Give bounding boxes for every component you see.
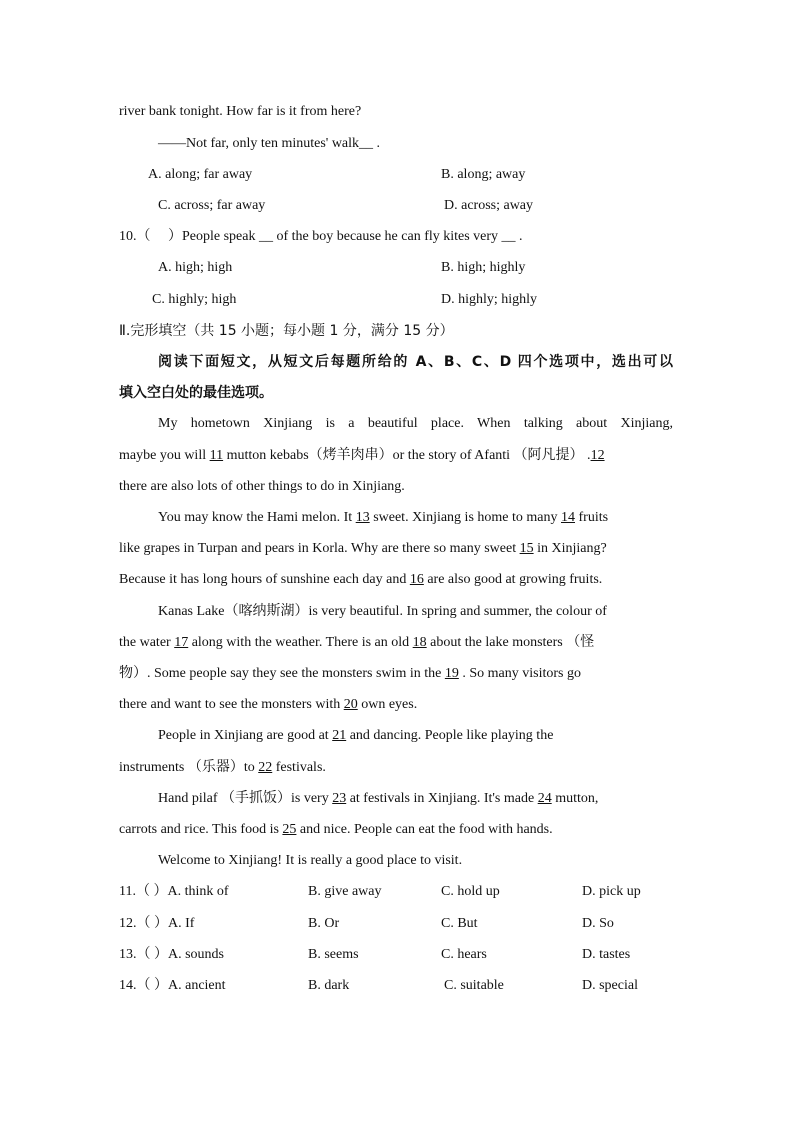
question-row-14 [0,977,794,995]
blank-15: 15 [519,541,534,556]
q9-option-c: C. across; far away [158,198,266,213]
q9-option-a: A. along; far away [148,167,253,182]
question-14-option-b: B. dark [308,978,350,993]
blank-23: 23 [332,791,347,806]
section-instruction-line1: 阅读下面短文，从短文后每题所给的 A、B、C、D 四个选项中，选出可以 [158,354,673,370]
passage-p5-line2: carrots and rice. This food is 25 and nice. People can eat the food with hands. [119,822,553,837]
section-heading: Ⅱ.完形填空（共 15 小题；每小题 1 分，满分 15 分） [119,323,454,339]
blank-22: 22 [258,760,273,775]
question-12-option-b: B. Or [308,916,340,931]
question-row-12 [0,915,794,933]
blank-16: 16 [409,572,424,587]
question-13-option-d: D. tastes [582,947,631,962]
question-12-option-d: D. So [582,916,614,931]
question-12-option-a: 12.（ ）A. If [119,916,195,931]
blank-17: 17 [174,635,189,650]
passage-p1-line2: maybe you will 11 mutton kebabs（烤羊肉串）or the story of Afanti （阿凡提） .12 [119,448,605,463]
passage-p5-line1: Hand pilaf （手抓饭）is very 23 at festivals in Xinjiang. It's made 24 mutton, [158,791,599,806]
q9-option-b: B. along; away [441,167,526,182]
passage-p3-line2: the water 17 along with the weather. There is an old 18 about the lake monsters （怪 [119,635,595,650]
question-11-option-d: D. pick up [582,884,641,899]
q10-option-a: A. high; high [158,260,233,275]
passage-p1-line1: My hometown Xinjiang is a beautiful place. When talking about Xinjiang, [158,416,673,431]
blank-24: 24 [537,791,552,806]
blank-20: 20 [343,697,358,712]
q10-stem: 10.（ ）People speak __ of the boy because he can fly kites very __ . [119,229,523,244]
blank-19: 19 [444,666,459,681]
passage-p3-line1: Kanas Lake（喀纳斯湖）is very beautiful. In spring and summer, the colour of [158,604,607,619]
question-14-option-d: D. special [582,978,638,993]
passage-p3-line3: 物）. Some people say they see the monsters swim in the 19 . So many visitors go [119,666,581,681]
blank-12: 12 [590,448,605,463]
blank-25: 25 [282,822,297,837]
blank-13: 13 [355,510,370,525]
question-13-option-a: 13.（ ）A. sounds [119,947,225,962]
blank-11: 11 [209,448,224,463]
q9-dialogue-answer: ——Not far, only ten minutes' walk__ . [158,136,381,151]
q10-option-d: D. highly; highly [441,292,538,307]
passage-p4-line2: instruments （乐器）to 22 festivals. [119,760,326,775]
question-11-option-a: 11.（ ）A. think of [119,884,229,899]
passage-p6-line1: Welcome to Xinjiang! It is really a good place to visit. [158,853,463,868]
question-14-option-a: 14.（ ）A. ancient [119,978,226,993]
question-12-option-c: C. But [441,916,478,931]
passage-p2-line3: Because it has long hours of sunshine each day and 16 are also good at growing fruits. [119,572,603,587]
q9-option-d: D. across; away [444,198,534,213]
q10-option-c: C. highly; high [152,292,237,307]
blank-14: 14 [561,510,575,525]
question-11-option-c: C. hold up [441,884,500,899]
section-instruction-line2: 填入空白处的最佳选项。 [119,385,273,401]
blank-21: 21 [332,728,347,743]
blank-18: 18 [412,635,427,650]
passage-p4-line1: People in Xinjiang are good at 21 and dancing. People like playing the [158,728,554,743]
passage-p1-line3: there are also lots of other things to do in Xinjiang. [119,479,405,494]
q10-option-b: B. high; highly [441,260,526,275]
question-row-13 [0,946,794,964]
passage-p2-line1: You may know the Hami melon. It 13 sweet. Xinjiang is home to many 14 fruits [158,510,609,525]
question-14-option-c: C. suitable [444,978,504,993]
question-row-11 [0,883,794,901]
passage-p2-line2: like grapes in Turpan and pears in Korla. Why are there so many sweet 15 in Xinjiang? [119,541,607,556]
question-13-option-b: B. seems [308,947,359,962]
q9-stem-line1: river bank tonight. How far is it from here? [119,104,362,119]
question-13-option-c: C. hears [441,947,487,962]
passage-p3-line4: there and want to see the monsters with 20 own eyes. [119,697,418,712]
question-11-option-b: B. give away [308,884,382,899]
